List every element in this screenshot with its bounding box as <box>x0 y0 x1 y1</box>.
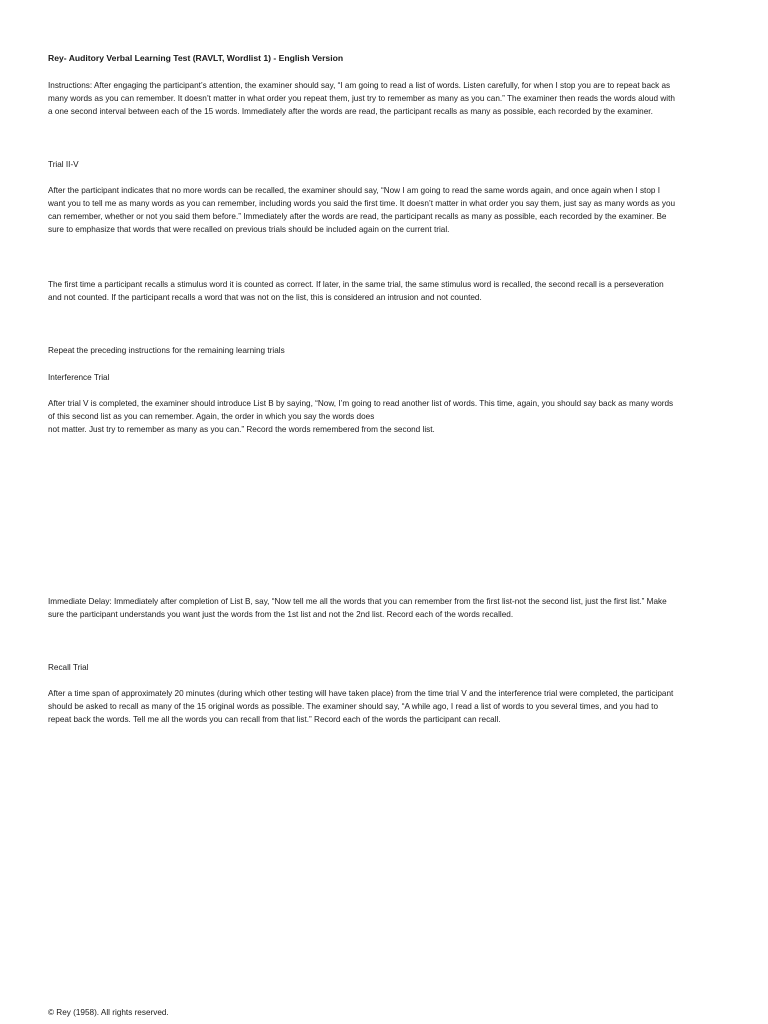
recall-heading: Recall Trial <box>48 663 89 672</box>
document-title: Rey- Auditory Verbal Learning Test (RAVLT, Wordlist 1) - English Version <box>48 53 344 63</box>
immediate-delay-paragraph: Immediate Delay: Immediately after completion of List B, say, “Now tell me all the words that you can remember from the first list-not the second list, just the first list.” Make sure the participant understands you want just the words from the 1st list and not the 2nd list. Record each of the words recalled. <box>48 597 667 619</box>
instructions-paragraph: Instructions: After engaging the participant’s attention, the examiner should say, “I am going to read a list of words. Listen carefully, for when I stop you are to repeat back as many words as you can remember. It doesn’t matter in what order you repeat them, just try to remember as many as you can.” The examiner then reads the words aloud with a one second interval between each of the 15 words. Immediately after the words are read, the participant recalls as many as possible, each recorded by the examiner. <box>48 81 675 116</box>
interference-paragraph: After trial V is completed, the examiner should introduce List B by saying, “Now, I’m going to read another list of words. This time, again, you should say back as many words of this second list as you can remember. Again, the order in which you say the words does <box>48 399 674 421</box>
copyright-notice: © Rey (1958). All rights reserved. <box>48 1008 169 1017</box>
interference-heading: Interference Trial <box>48 373 110 382</box>
trial-heading: Trial II-V <box>48 160 79 169</box>
recall-paragraph: After a time span of approximately 20 minutes (during which other testing will have taken place) from the time trial V and the interference trial were completed, the participant should be asked to recall as many of the 15 original words as possible. The examiner should say, “A while ago, I read a list of words to you several times, and you had to repeat back the words. Tell me all the words you can recall from that list.” Record each of the words the participant can recall. <box>48 689 674 724</box>
repeat-instruction: Repeat the preceding instructions for the remaining learning trials <box>48 346 285 355</box>
trial-paragraph: After the participant indicates that no more words can be recalled, the examiner should say, “Now I am going to read the same words again, and once again when I stop I want you to tell me as many words as you can remember, including words you said the first time. It doesn’t matter in what order you say them, just say as many words as you can remember, whether or not you said them before.” Immediately after the words are read, the participant recalls as many as possible, each recorded by the examiner. Be sure to emphasize that words that were recalled on previous trials should be included again on the current trial. <box>48 186 676 234</box>
scoring-paragraph: The first time a participant recalls a stimulus word it is counted as correct. If later, in the same trial, the same stimulus word is recalled, the second recall is a perseveration and not counted. If the participant recalls a word that was not on the list, this is considered an intrusion and not counted. <box>48 280 664 302</box>
interference-paragraph-end: not matter. Just try to remember as many as you can.” Record the words remembered from the second list. <box>48 425 435 434</box>
document-page <box>48 0 676 1024</box>
